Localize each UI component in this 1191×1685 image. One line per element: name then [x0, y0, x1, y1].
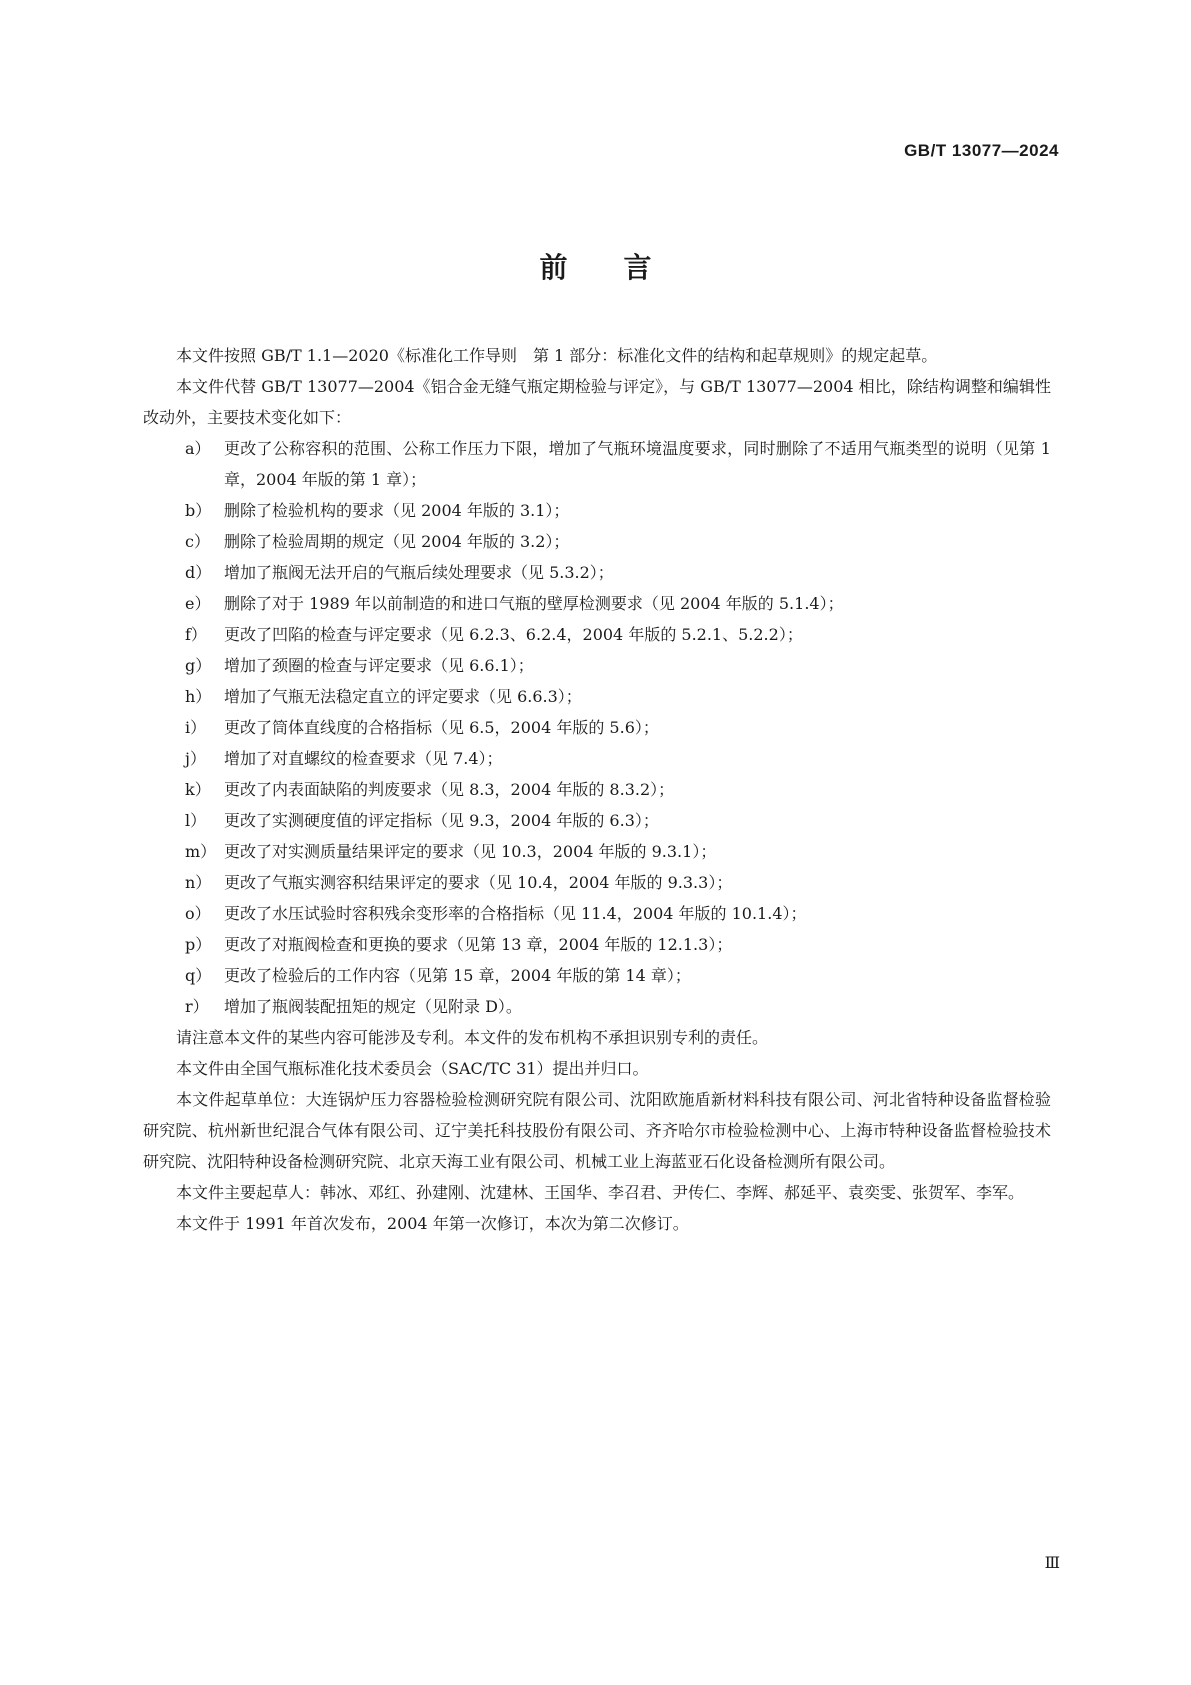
list-item-mark: m）	[185, 842, 217, 861]
list-item-text: 更改了对实测质量结果评定的要求（见 10.3，2004 年版的 9.3.1）；	[224, 842, 717, 861]
list-item-mark: d）	[185, 563, 212, 582]
list-item	[143, 743, 1051, 774]
list-item	[143, 805, 1051, 836]
list-item	[143, 929, 1051, 960]
list-item-text: 更改了气瓶实测容积结果评定的要求（见 10.4，2004 年版的 9.3.3）；	[224, 873, 733, 892]
list-item	[143, 712, 1051, 743]
list-item-text: 增加了瓶阀无法开启的气瓶后续处理要求（见 5.3.2）；	[224, 563, 614, 582]
list-item-text: 删除了对于 1989 年以前制造的和进口气瓶的壁厚检测要求（见 2004 年版的 5.1.4）；	[224, 594, 844, 613]
paragraph-replacement: 本文件代替 GB/T 13077—2004《铝合金无缝气瓶定期检验与评定》，与 GB/T 13077—2004 相比，除结构调整和编辑性改动外，主要技术变化如下：	[143, 377, 1051, 427]
list-item-mark: f）	[185, 625, 207, 644]
list-item-mark: e）	[185, 594, 211, 613]
standard-number: GB/T 13077—2024	[904, 141, 1059, 160]
list-item-mark: r）	[185, 997, 209, 1016]
list-item	[143, 960, 1051, 991]
paragraph-drafting-units: 本文件起草单位：大连锅炉压力容器检验检测研究院有限公司、沈阳欧施盾新材料科技有限公司、河北省特种设备监督检验研究院、杭州新世纪混合气体有限公司、辽宁美托科技股份有限公司、齐齐哈尔市检验检测中心、上海市特种设备监督检验技术研究院、沈阳特种设备检测研究院、北京天海工业有限公司、机械工业上海蓝亚石化设备检测所有限公司。	[143, 1090, 1051, 1171]
list-item-mark: c）	[185, 532, 210, 551]
list-item-text: 更改了凹陷的检查与评定要求（见 6.2.3、6.2.4，2004 年版的 5.2.1、5.2.2）；	[224, 625, 803, 644]
page-title: 前言	[539, 251, 708, 284]
list-item-text: 删除了检验周期的规定（见 2004 年版的 3.2）；	[224, 532, 570, 551]
list-item-mark: o）	[185, 904, 211, 923]
list-item-mark: a）	[185, 439, 211, 458]
list-item-mark: l）	[185, 811, 207, 830]
document-body	[143, 340, 1051, 1239]
paragraph-patent-notice: 请注意本文件的某些内容可能涉及专利。本文件的发布机构不承担识别专利的责任。	[176, 1028, 769, 1047]
list-item	[143, 774, 1051, 805]
list-item	[143, 681, 1051, 712]
list-item	[143, 836, 1051, 867]
changes-list	[143, 433, 1051, 1022]
list-item	[143, 650, 1051, 681]
paragraph-history: 本文件于 1991 年首次发布，2004 年第一次修订，本次为第二次修订。	[176, 1214, 689, 1233]
list-item-text: 增加了颈圈的检查与评定要求（见 6.6.1）；	[224, 656, 534, 675]
list-item-text: 更改了筒体直线度的合格指标（见 6.5，2004 年版的 5.6）；	[224, 718, 659, 737]
list-item-mark: p）	[185, 935, 212, 954]
list-item-text: 更改了公称容积的范围、公称工作压力下限，增加了气瓶环境温度要求，同时删除了不适用气瓶类型的说明（见第 1 章，2004 年版的第 1 章）；	[224, 439, 1051, 489]
list-item	[143, 867, 1051, 898]
list-item	[143, 557, 1051, 588]
list-item-mark: h）	[185, 687, 212, 706]
list-item-text: 增加了瓶阀装配扭矩的规定（见附录 D）。	[224, 997, 522, 1016]
list-item	[143, 495, 1051, 526]
list-item-mark: k）	[185, 780, 211, 799]
list-item-text: 更改了水压试验时容积残余变形率的合格指标（见 11.4，2004 年版的 10.1.4）；	[224, 904, 807, 923]
list-item-mark: i）	[185, 718, 207, 737]
paragraph-drafters: 本文件主要起草人：韩冰、邓红、孙建刚、沈建林、王国华、李召君、尹传仁、李辉、郝延平、袁奕雯、张贺军、李军。	[176, 1183, 1025, 1202]
list-item-text: 更改了检验后的工作内容（见第 15 章，2004 年版的第 14 章）；	[224, 966, 691, 985]
list-item-mark: n）	[185, 873, 212, 892]
list-item-text: 更改了对瓶阀检查和更换的要求（见第 13 章，2004 年版的 12.1.3）；	[224, 935, 733, 954]
list-item-mark: b）	[185, 501, 212, 520]
list-item-text: 删除了检验机构的要求（见 2004 年版的 3.1）；	[224, 501, 570, 520]
list-item-text: 更改了内表面缺陷的判废要求（见 8.3，2004 年版的 8.3.2）；	[224, 780, 675, 799]
list-item	[143, 433, 1051, 495]
list-item	[143, 619, 1051, 650]
list-item-mark: q）	[185, 966, 212, 985]
list-item	[143, 898, 1051, 929]
list-item	[143, 588, 1051, 619]
list-item-text: 增加了对直螺纹的检查要求（见 7.4）；	[224, 749, 503, 768]
list-item	[143, 526, 1051, 557]
page-number: Ⅲ	[1044, 1553, 1060, 1572]
list-item-text: 增加了气瓶无法稳定直立的评定要求（见 6.6.3）；	[224, 687, 582, 706]
list-item-mark: g）	[185, 656, 212, 675]
paragraph-proposer: 本文件由全国气瓶标准化技术委员会（SAC/TC 31）提出并归口。	[176, 1059, 649, 1078]
list-item-mark: j）	[185, 749, 206, 768]
list-item-text: 更改了实测硬度值的评定指标（见 9.3，2004 年版的 6.3）；	[224, 811, 659, 830]
paragraph-drafting-basis: 本文件按照 GB/T 1.1—2020《标准化工作导则 第 1 部分：标准化文件的结构和起草规则》的规定起草。	[176, 346, 938, 365]
list-item	[143, 991, 1051, 1022]
